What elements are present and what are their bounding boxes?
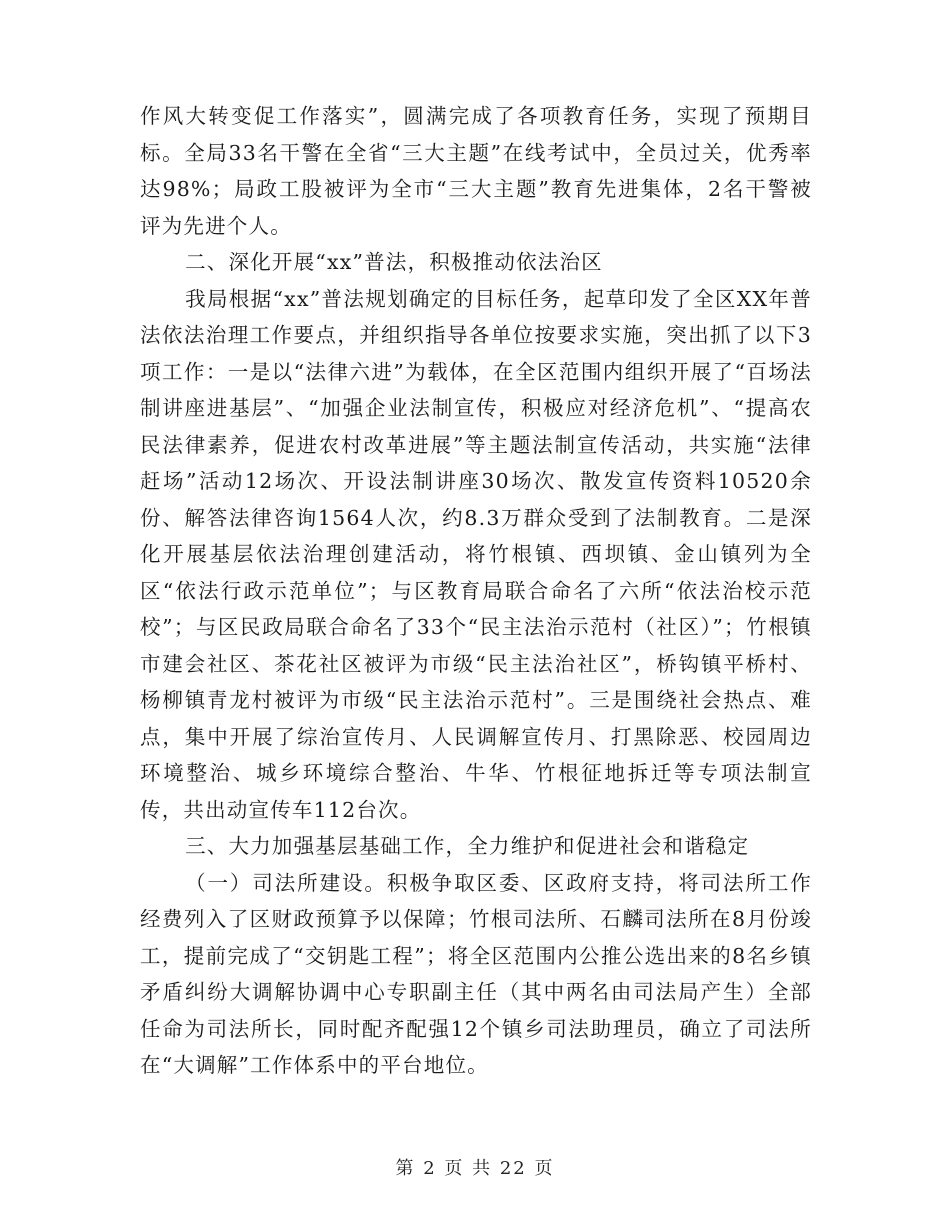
document-body — [140, 98, 812, 1084]
paragraph-judicial-office: （一）司法所建设。积极争取区委、区政府支持，将司法所工作经费列入了区财政预算予以保障；竹根司法所、石麟司法所在8月份竣工，提前完成了“交钥匙工程”；将全区范围内公推公选出来的8名乡镇矛盾纠纷大调解协调中心专职副主任（其中两名由司法局产生）全部任命为司法所长，同时配齐配强12个镇乡司法助理员，确立了司法所在“大调解”工作体系中的平台地位。 — [140, 870, 812, 1077]
section-heading-2: 二、深化开展“xx”普法，积极推动依法治区 — [185, 250, 603, 274]
paragraph-legal-education: 我局根据“xx”普法规划确定的目标任务，起草印发了全区XX年普法依法治理工作要点，并组织指导各单位按要求实施，突出抓了以下3项工作：一是以“法律六进”为载体，在全区范围内组织开展了“百场法制讲座进基层”、“加强企业法制宣传，积极应对经济危机”、“提高农民法律素养，促进农村改革进展”等主题法制宣传活动，共实施“法律赶场”活动12场次、开设法制讲座30场次、散发宣传资料10520余份、解答法律咨询1564人次，约8.3万群众受到了法制教育。二是深化开展基层依法治理创建活动，将竹根镇、西坝镇、金山镇列为全区“依法行政示范单位”；与区教育局联合命名了六所“依法治校示范校”；与区民政局联合命名了33个“民主法治示范村（社区）”；竹根镇市建会社区、茶花社区被评为市级“民主法治社区”，桥钩镇平桥村、杨柳镇青龙村被评为市级“民主法治示范村”。三是围绕社会热点、难点，集中开展了综治宣传月、人民调解宣传月、打黑除恶、校园周边环境整治、城乡环境综合整治、牛华、竹根征地拆迁等专项法制宣传，共出动宣传车112台次。 — [140, 286, 812, 822]
paragraph-continuation: 作风大转变促工作落实”，圆满完成了各项教育任务，实现了预期目标。全局33名干警在全省“三大主题”在线考试中，全员过关，优秀率达98%；局政工股被评为全市“三大主题”教育先进集体，2名干警被评为先进个人。 — [140, 104, 812, 238]
section-heading-3: 三、大力加强基层基础工作，全力维护和促进社会和谐稳定 — [185, 834, 750, 858]
page-number-footer: 第 2 页 共 22 页 — [395, 1158, 555, 1179]
